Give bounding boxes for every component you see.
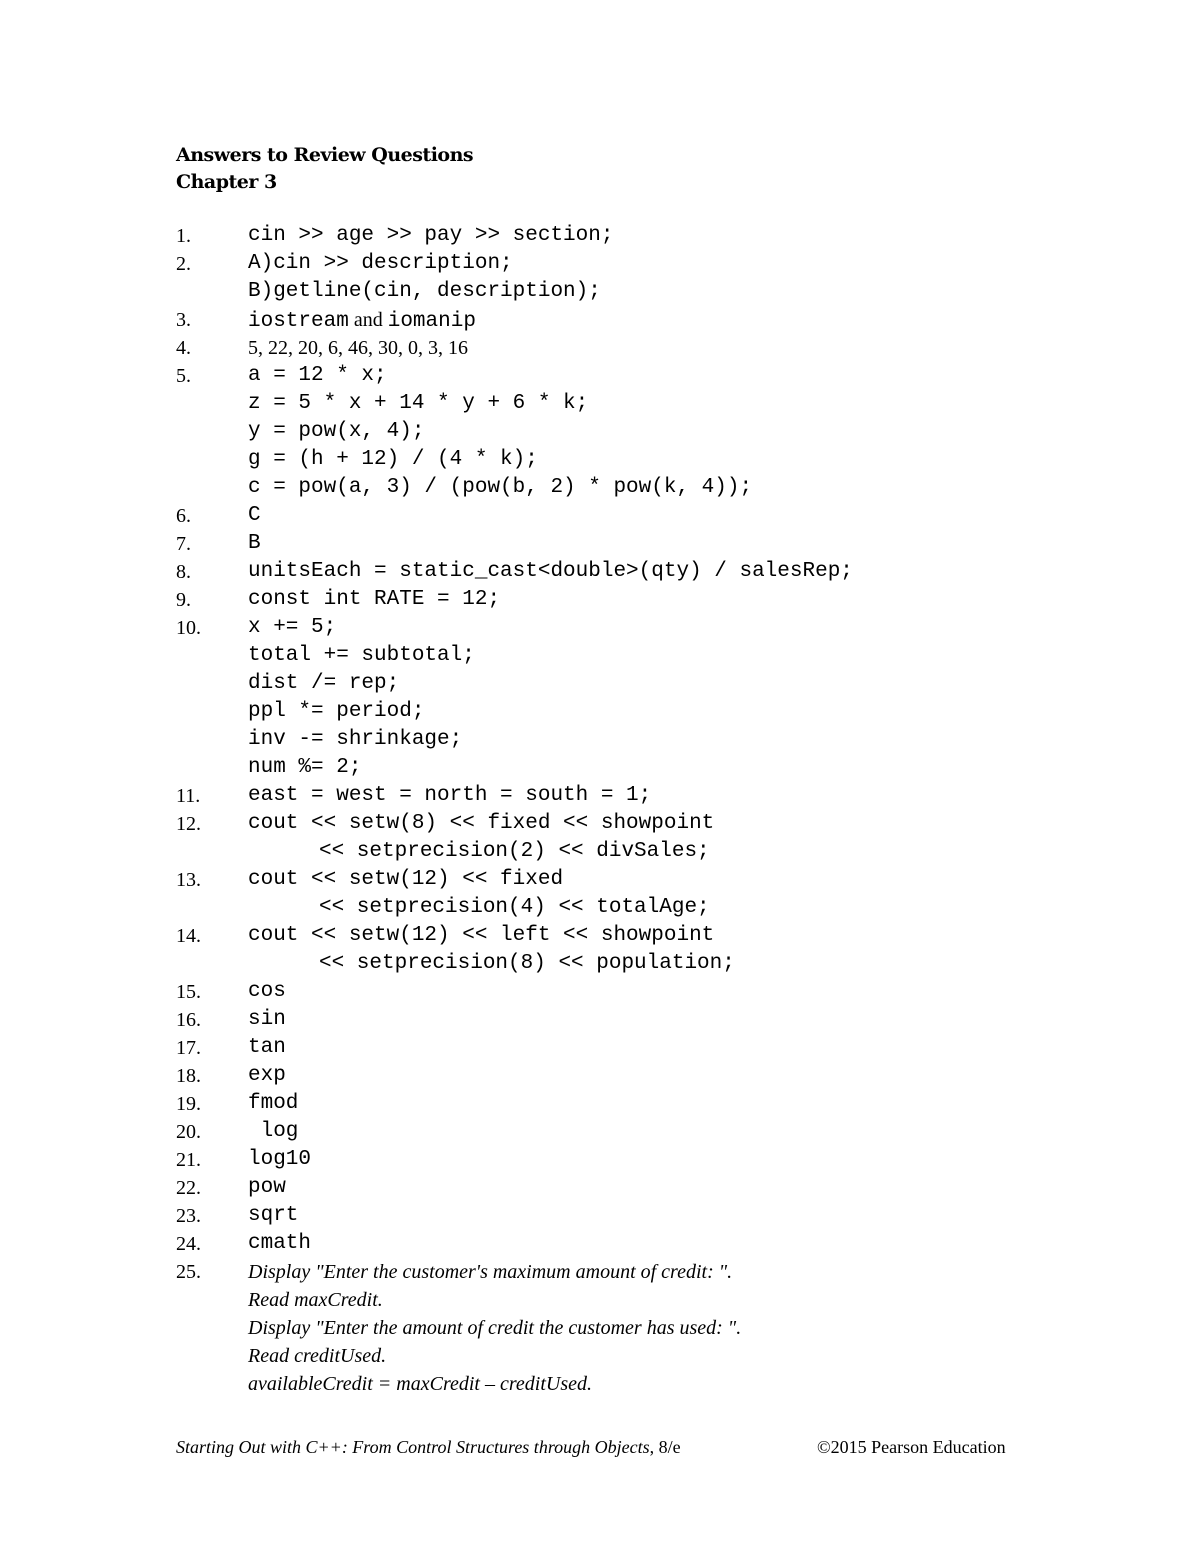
answer-number: 22. [176, 1177, 201, 1199]
answer-line: inv -= shrinkage; [248, 728, 463, 751]
answer-line: g = (h + 12) / (4 * k); [248, 448, 538, 471]
answer-2 [176, 250, 1076, 306]
answer-line: z = 5 * x + 14 * y + 6 * k; [248, 392, 589, 415]
answer-number: 7. [176, 533, 191, 555]
answer-list [176, 222, 1076, 1398]
answer-line: tan [248, 1036, 286, 1059]
answer-line: unitsEach = static_cast<double>(qty) / salesRep; [248, 560, 853, 583]
footer-book-title [176, 1437, 681, 1458]
answer-line: cmath [248, 1232, 312, 1255]
answer-7 [176, 530, 1076, 558]
answer-25 [176, 1258, 1076, 1398]
answer-line: B [248, 532, 261, 555]
answer-number: 12. [176, 813, 201, 835]
answer-number: 8. [176, 561, 191, 583]
answer-number: 5. [176, 365, 191, 387]
answer-number: 1. [176, 225, 191, 247]
answer-line: cout << setw(12) << left << showpoint [248, 924, 715, 947]
answer-line: Display "Enter the customer's maximum amount of credit: ". [248, 1261, 733, 1283]
answer-number: 18. [176, 1065, 201, 1087]
answer-8 [176, 558, 1076, 586]
answer-line: east = west = north = south = 1; [248, 784, 652, 807]
answer-number: 17. [176, 1037, 201, 1059]
footer-book-name: Starting Out with C++: From Control Structures through Objects [176, 1437, 650, 1457]
answer-number: 10. [176, 617, 201, 639]
answer-1 [176, 222, 1076, 250]
answer-line: num %= 2; [248, 756, 362, 779]
answer-16 [176, 1006, 1076, 1034]
answer-19 [176, 1090, 1076, 1118]
code-text: iomanip [387, 310, 476, 333]
answer-10 [176, 614, 1076, 782]
answer-number: 6. [176, 505, 191, 527]
code-text: iostream [248, 310, 349, 333]
answer-line: Read maxCredit. [248, 1289, 383, 1311]
answer-number: 25. [176, 1261, 201, 1283]
answer-line: fmod [248, 1092, 299, 1115]
answer-number: 9. [176, 589, 191, 611]
document-title: Answers to Review Questions [176, 144, 474, 166]
answer-9 [176, 586, 1076, 614]
answer-24 [176, 1230, 1076, 1258]
answer-number: 11. [176, 785, 201, 807]
answer-line: log [248, 1120, 299, 1143]
answer-line: cos [248, 980, 286, 1003]
answer-5 [176, 362, 1076, 502]
answer-number: 19. [176, 1093, 201, 1115]
answer-number: 13. [176, 869, 201, 891]
answer-line: Display "Enter the amount of credit the customer has used: ". [248, 1317, 742, 1339]
answer-line: Read creditUsed. [248, 1345, 387, 1367]
answer-23 [176, 1202, 1076, 1230]
answer-6 [176, 502, 1076, 530]
answer-line: const int RATE = 12; [248, 588, 501, 611]
answer-line: pow [248, 1176, 286, 1199]
answer-number: 24. [176, 1233, 201, 1255]
answer-20 [176, 1118, 1076, 1146]
answer-line: sin [248, 1008, 286, 1031]
answer-22 [176, 1174, 1076, 1202]
answer-line: cin >> age >> pay >> section; [248, 224, 614, 247]
answer-number: 16. [176, 1009, 201, 1031]
answer-line [248, 306, 1076, 334]
answer-number: 14. [176, 925, 201, 947]
answer-number: 2. [176, 253, 191, 275]
answer-line: cout << setw(12) << fixed [248, 868, 564, 891]
answer-line: c = pow(a, 3) / (pow(b, 2) * pow(k, 4)); [248, 476, 753, 499]
answer-line: C [248, 504, 261, 527]
answer-line: dist /= rep; [248, 672, 400, 695]
answer-15 [176, 978, 1076, 1006]
answer-number: 21. [176, 1149, 201, 1171]
answer-line: sqrt [248, 1204, 299, 1227]
answer-18 [176, 1062, 1076, 1090]
answer-13 [176, 866, 1076, 922]
answer-17 [176, 1034, 1076, 1062]
answer-number: 23. [176, 1205, 201, 1227]
answer-line: << setprecision(4) << totalAge; [319, 896, 710, 919]
answer-line: total += subtotal; [248, 644, 475, 667]
answer-line: ppl *= period; [248, 700, 425, 723]
answer-3 [176, 306, 1076, 334]
answer-line: x += 5; [248, 616, 337, 639]
footer-edition: , 8/e [649, 1437, 681, 1457]
answer-line: a = 12 * x; [248, 364, 387, 387]
answer-line: << setprecision(8) << population; [319, 952, 735, 975]
answer-number: 15. [176, 981, 201, 1003]
answer-line: exp [248, 1064, 286, 1087]
answer-14 [176, 922, 1076, 978]
answer-21 [176, 1146, 1076, 1174]
footer-copyright: ©2015 Pearson Education [817, 1437, 1006, 1457]
answer-line: << setprecision(2) << divSales; [319, 840, 710, 863]
answer-line: 5, 22, 20, 6, 46, 30, 0, 3, 16 [248, 337, 468, 359]
answer-line: A)cin >> description; [248, 252, 513, 275]
answer-line: log10 [248, 1148, 312, 1171]
answer-4 [176, 334, 1076, 362]
answer-number: 4. [176, 337, 191, 359]
answer-line: B)getline(cin, description); [248, 280, 601, 303]
answer-12 [176, 810, 1076, 866]
answer-11 [176, 782, 1076, 810]
answer-line: availableCredit = maxCredit – creditUsed. [248, 1373, 592, 1395]
prose-text: and [348, 309, 388, 331]
answer-line: y = pow(x, 4); [248, 420, 425, 443]
answer-number: 3. [176, 309, 191, 331]
answer-line: cout << setw(8) << fixed << showpoint [248, 812, 715, 835]
answer-number: 20. [176, 1121, 201, 1143]
chapter-heading: Chapter 3 [176, 171, 277, 193]
